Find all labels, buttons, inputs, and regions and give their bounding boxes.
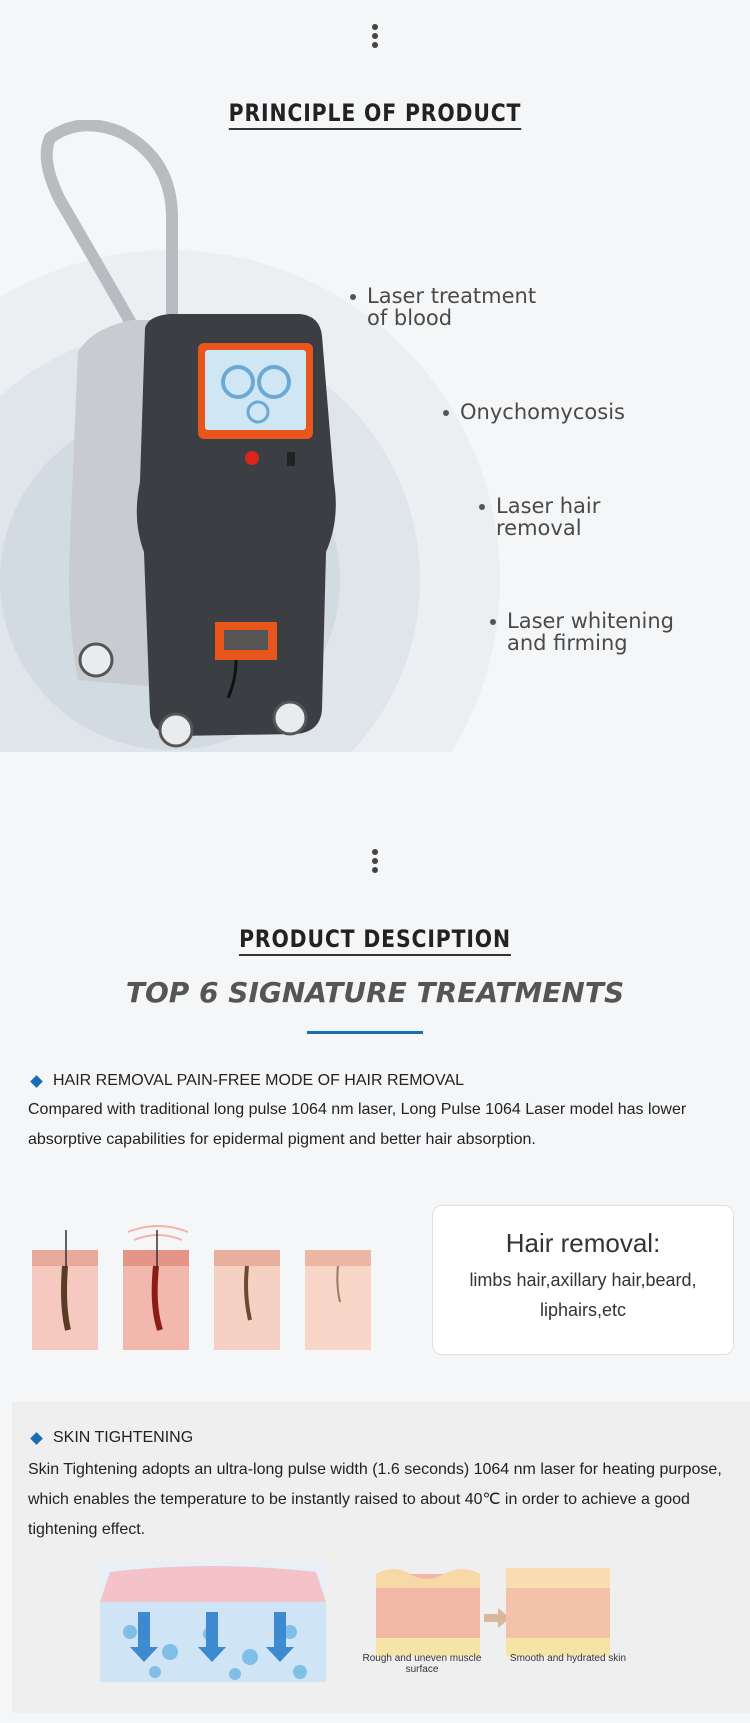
product-illustration (0, 120, 750, 760)
card-title: Hair removal: (505, 1228, 661, 1258)
skin-tightening-description: Skin Tightening adopts an ultra-long pulse width (1.6 seconds) 1064 nm laser for heating purpose, which enables the temperature to be instantly raised to about 40℃ in order to achieve a good tightening effect. (28, 1461, 722, 1538)
bullet-onychomycosis: Onychomycosis (460, 401, 625, 423)
card-line-1: limbs hair,axillary hair,beard, (469, 1270, 697, 1290)
principle-title: PRINCIPLE OF PRODUCT (56, 99, 694, 127)
caption-after: Smooth and hydrated skin (509, 1653, 627, 1664)
bullet-laser-treatment-blood: Laser treatment of blood (367, 285, 536, 329)
vertical-dots-icon (369, 849, 381, 876)
signature-treatments-subtitle: TOP 6 SIGNATURE TREATMENTS (125, 976, 625, 1009)
vertical-dots-icon (369, 24, 381, 51)
description-title: PRODUCT DESCIPTION (56, 925, 694, 953)
card-line-2: liphairs,etc (539, 1300, 627, 1320)
hair-removal-heading: HAIR REMOVAL PAIN-FREE MODE OF HAIR REMOVAL (30, 1072, 464, 1090)
bullet-laser-hair-removal: Laser hair removal (496, 495, 600, 539)
hair-follicle-illustration (28, 1210, 378, 1360)
hair-removal-card (432, 1205, 734, 1355)
heating-illustration (100, 1562, 330, 1684)
skin-tightening-heading: SKIN TIGHTENING (30, 1429, 193, 1447)
title-underline (307, 1031, 423, 1034)
emergency-stop-icon (245, 451, 259, 465)
bullet-laser-whitening: Laser whitening and firming (507, 610, 674, 654)
diamond-bullet-icon (30, 1432, 43, 1445)
caption-before: Rough and uneven muscle surface (362, 1653, 482, 1675)
diamond-bullet-icon (30, 1075, 43, 1088)
skin-comparison-illustration (374, 1562, 612, 1662)
hair-removal-description: Compared with traditional long pulse 1064 nm laser, Long Pulse 1064 Laser model has lower absorptive capabilities for epidermal pigment and better hair absorption. (28, 1101, 687, 1148)
